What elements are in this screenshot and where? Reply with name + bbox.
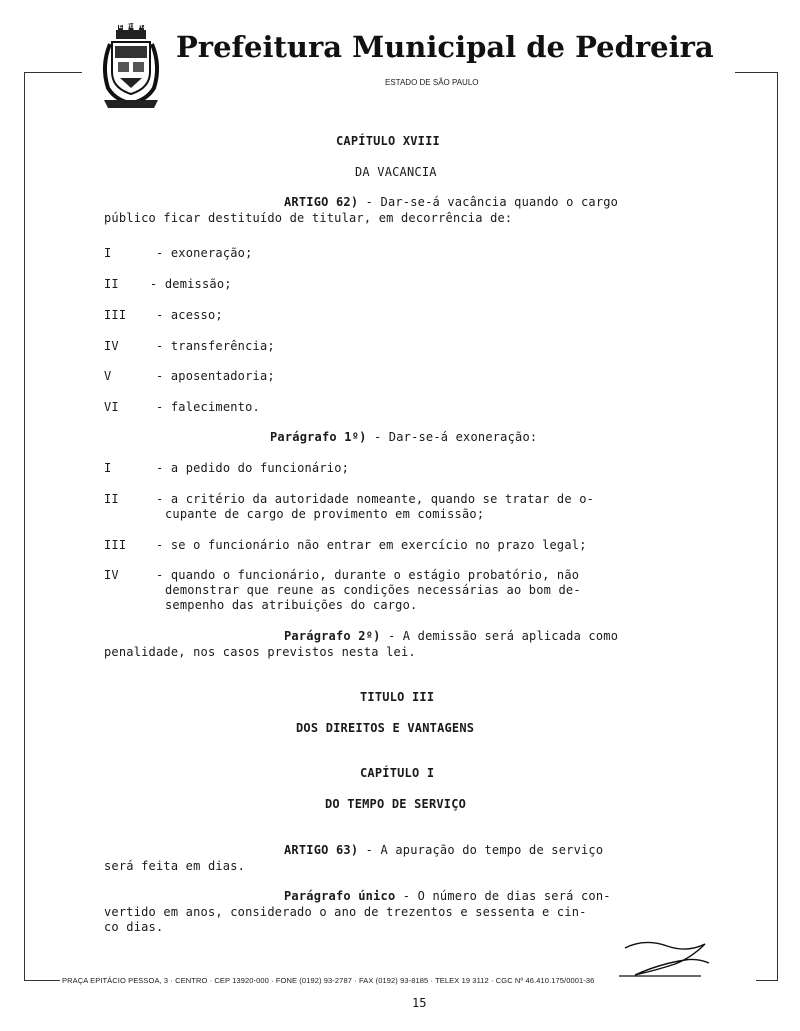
list-item-text: - acesso; [156,308,223,322]
paragraph-unico [284,889,611,903]
paragraph-label: Parágrafo 1º) [270,430,367,444]
list-item-text: - transferência; [156,339,275,353]
frame-right [777,72,778,980]
list-item-text: - a critério da autoridade nomeante, quando se tratar de o- [156,492,595,506]
list-item-num: VI [104,400,119,414]
list-item-text: - se o funcionário não entrar em exercício no prazo legal; [156,538,587,552]
list-item-num: IV [104,568,119,582]
list-item-text-cont: demonstrar que reune as condições necessárias ao bom de- [165,583,581,597]
list-item-text: - exoneração; [156,246,253,260]
crest-lettering: PEDREIRA [114,24,148,30]
chapter-title: DO TEMPO DE SERVIÇO [325,797,467,811]
paragraph-label: Parágrafo único [284,889,396,903]
paragraph-text: - O número de dias será con- [395,889,611,903]
article-text: - A apuração do tempo de serviço [358,843,604,857]
footer-address: PRAÇA EPITÁCIO PESSOA, 3 · CENTRO · CEP 13920-000 · FONE (0192) 93-2787 · FAX (0192) 93-8185 · TELEX 19 3112 · CGC Nº 46.410.175/0001-36 [62,976,595,985]
list-item-num: V [104,369,112,383]
article-label: ARTIGO 63) [284,843,359,857]
list-item-text: - demissão; [150,277,232,291]
frame-bottom-left [24,980,60,981]
list-item-text-cont: sempenho das atribuições do cargo. [165,598,418,612]
chapter-title: DA VACANCIA [355,165,437,179]
article-62-line-2: público ficar destituído de titular, em decorrência de: [104,211,513,225]
chapter-heading: CAPÍTULO I [360,766,435,780]
list-item-num: IV [104,339,119,353]
list-item-text: - a pedido do funcionário; [156,461,350,475]
frame-left [24,72,25,980]
paragraph-unico-line-3: co dias. [104,920,164,934]
paragraph-text: - A demissão será aplicada como [380,629,619,643]
article-label: ARTIGO 62) [284,195,359,209]
page-title: Prefeitura Municipal de Pedreira [176,30,714,64]
list-item-text: - quando o funcionário, durante o estágio probatório, não [156,568,580,582]
paragraph-2-line-2: penalidade, nos casos previstos nesta lei. [104,645,416,659]
coat-of-arms-logo [98,22,164,114]
list-item-num: II [104,492,119,506]
paragraph-label: Parágrafo 2º) [284,629,381,643]
paragraph-text: - Dar-se-á exoneração: [366,430,538,444]
list-item-num: I [104,461,112,475]
paragraph-1 [270,430,537,444]
paragraph-2 [284,629,618,643]
article-text: - Dar-se-á vacância quando o cargo [358,195,619,209]
signature [615,936,715,978]
title-subheading: DOS DIREITOS E VANTAGENS [296,721,475,735]
title-heading: TITULO III [360,690,435,704]
state-subtitle: ESTADO DE SÃO PAULO [385,78,479,87]
frame-top-right [735,72,777,73]
article-62 [284,195,618,209]
list-item-num: II [104,277,119,291]
list-item-text: - falecimento. [156,400,260,414]
page-number: 15 [412,996,427,1010]
list-item-num: III [104,538,127,552]
list-item-text: - aposentadoria; [156,369,275,383]
paragraph-unico-line-2: vertido em anos, considerado o ano de trezentos e sessenta e cin- [104,905,587,919]
list-item-text-cont: cupante de cargo de provimento em comissão; [165,507,485,521]
frame-top-left [24,72,82,73]
article-63 [284,843,603,857]
list-item-num: I [104,246,112,260]
frame-bottom-right [756,980,778,981]
article-63-line-2: será feita em dias. [104,859,246,873]
chapter-heading: CAPÍTULO XVIII [336,134,440,148]
list-item-num: III [104,308,127,322]
